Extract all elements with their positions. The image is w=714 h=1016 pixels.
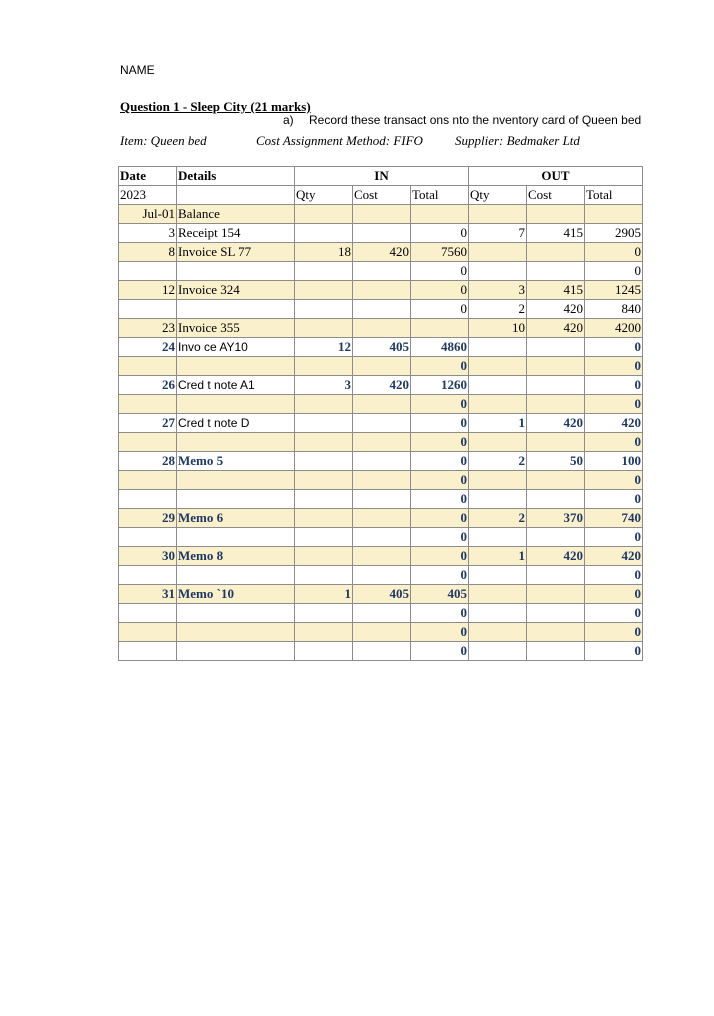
out-cost-cell bbox=[527, 566, 585, 585]
details-cell bbox=[177, 300, 295, 319]
table-row bbox=[119, 642, 643, 661]
out-cost-cell: 415 bbox=[527, 224, 585, 243]
table-row bbox=[119, 376, 643, 395]
date-cell bbox=[119, 604, 177, 623]
in-cost-cell bbox=[353, 566, 411, 585]
in-total-cell: 0 bbox=[411, 547, 469, 566]
in-cost-cell bbox=[353, 319, 411, 338]
in-qty-cell bbox=[295, 490, 353, 509]
out-total-cell: 0 bbox=[585, 471, 643, 490]
in-cost-cell bbox=[353, 490, 411, 509]
out-cost-cell: 420 bbox=[527, 547, 585, 566]
details-cell bbox=[177, 604, 295, 623]
details-cell: Invoice 324 bbox=[177, 281, 295, 300]
out-total-cell: 420 bbox=[585, 547, 643, 566]
out-qty-cell: 2 bbox=[469, 452, 527, 471]
table-row bbox=[119, 414, 643, 433]
in-total-cell: 0 bbox=[411, 357, 469, 376]
out-qty-cell bbox=[469, 585, 527, 604]
out-total-header: Total bbox=[585, 186, 643, 205]
in-total-cell: 0 bbox=[411, 604, 469, 623]
in-qty-cell bbox=[295, 604, 353, 623]
table-row bbox=[119, 471, 643, 490]
in-cost-cell bbox=[353, 262, 411, 281]
out-total-cell: 0 bbox=[585, 623, 643, 642]
out-total-cell: 0 bbox=[585, 243, 643, 262]
out-qty-cell bbox=[469, 395, 527, 414]
in-cost-cell bbox=[353, 281, 411, 300]
table-row bbox=[119, 338, 643, 357]
out-qty-cell: 2 bbox=[469, 300, 527, 319]
table-row bbox=[119, 433, 643, 452]
date-cell: 8 bbox=[119, 243, 177, 262]
out-total-cell: 420 bbox=[585, 414, 643, 433]
in-cost-cell bbox=[353, 205, 411, 224]
date-cell bbox=[119, 623, 177, 642]
details-cell bbox=[177, 623, 295, 642]
in-cost-cell bbox=[353, 300, 411, 319]
out-cost-cell bbox=[527, 338, 585, 357]
table-row bbox=[119, 528, 643, 547]
in-qty-cell bbox=[295, 452, 353, 471]
details-cell: Cred t note A1 bbox=[177, 376, 295, 395]
date-cell: 28 bbox=[119, 452, 177, 471]
in-header: IN bbox=[295, 167, 469, 186]
in-qty-cell bbox=[295, 205, 353, 224]
in-qty-cell bbox=[295, 642, 353, 661]
details-cell bbox=[177, 566, 295, 585]
out-qty-cell bbox=[469, 604, 527, 623]
out-cost-cell bbox=[527, 376, 585, 395]
table-row bbox=[119, 262, 643, 281]
table-row bbox=[119, 243, 643, 262]
date-cell bbox=[119, 642, 177, 661]
in-cost-cell: 405 bbox=[353, 585, 411, 604]
out-qty-cell: 10 bbox=[469, 319, 527, 338]
out-cost-cell bbox=[527, 471, 585, 490]
details-cell: Memo 8 bbox=[177, 547, 295, 566]
out-total-cell: 0 bbox=[585, 376, 643, 395]
out-cost-cell bbox=[527, 395, 585, 414]
in-cost-cell bbox=[353, 433, 411, 452]
out-qty-cell: 1 bbox=[469, 414, 527, 433]
in-total-cell bbox=[411, 319, 469, 338]
in-total-cell: 0 bbox=[411, 262, 469, 281]
question-title: Question 1 - Sleep City (21 marks) bbox=[120, 99, 311, 114]
in-total-header: Total bbox=[411, 186, 469, 205]
in-total-cell: 0 bbox=[411, 471, 469, 490]
in-cost-cell bbox=[353, 547, 411, 566]
out-qty-header: Qty bbox=[469, 186, 527, 205]
in-qty-cell bbox=[295, 623, 353, 642]
out-cost-cell bbox=[527, 528, 585, 547]
in-total-cell: 0 bbox=[411, 642, 469, 661]
table-row bbox=[119, 585, 643, 604]
in-cost-cell bbox=[353, 642, 411, 661]
year-cell: 2023 bbox=[119, 186, 177, 205]
in-qty-cell: 12 bbox=[295, 338, 353, 357]
out-cost-cell: 420 bbox=[527, 414, 585, 433]
details-cell bbox=[177, 490, 295, 509]
instruction-text: Record these transact ons nto the nventory card of Queen bed bbox=[309, 113, 642, 127]
out-cost-cell: 50 bbox=[527, 452, 585, 471]
out-total-cell: 0 bbox=[585, 490, 643, 509]
in-qty-cell bbox=[295, 414, 353, 433]
out-cost-cell bbox=[527, 433, 585, 452]
out-cost-cell bbox=[527, 642, 585, 661]
table-row bbox=[119, 357, 643, 376]
in-qty-cell: 1 bbox=[295, 585, 353, 604]
in-qty-cell bbox=[295, 395, 353, 414]
in-cost-cell bbox=[353, 604, 411, 623]
table-row bbox=[119, 319, 643, 338]
table-row bbox=[119, 205, 643, 224]
out-qty-cell bbox=[469, 338, 527, 357]
in-qty-cell bbox=[295, 509, 353, 528]
in-total-cell: 0 bbox=[411, 300, 469, 319]
in-cost-cell bbox=[353, 528, 411, 547]
out-qty-cell bbox=[469, 357, 527, 376]
in-cost-cell bbox=[353, 395, 411, 414]
details-cell bbox=[177, 357, 295, 376]
in-cost-cell bbox=[353, 623, 411, 642]
date-cell: 24 bbox=[119, 338, 177, 357]
out-total-cell: 0 bbox=[585, 395, 643, 414]
date-cell bbox=[119, 433, 177, 452]
details-cell: Invo ce AY10 bbox=[177, 338, 295, 357]
out-cost-cell bbox=[527, 490, 585, 509]
in-cost-cell bbox=[353, 471, 411, 490]
details-cell: Invoice 355 bbox=[177, 319, 295, 338]
out-cost-cell bbox=[527, 243, 585, 262]
details-cell bbox=[177, 262, 295, 281]
out-total-cell: 0 bbox=[585, 642, 643, 661]
date-cell: 27 bbox=[119, 414, 177, 433]
in-total-cell: 0 bbox=[411, 566, 469, 585]
details-cell bbox=[177, 395, 295, 414]
date-cell: 31 bbox=[119, 585, 177, 604]
in-total-cell: 0 bbox=[411, 414, 469, 433]
in-cost-cell bbox=[353, 224, 411, 243]
in-qty-cell bbox=[295, 281, 353, 300]
in-qty-cell bbox=[295, 471, 353, 490]
in-qty-cell bbox=[295, 319, 353, 338]
date-cell: 23 bbox=[119, 319, 177, 338]
in-cost-cell bbox=[353, 357, 411, 376]
out-cost-header: Cost bbox=[527, 186, 585, 205]
date-cell bbox=[119, 471, 177, 490]
table-row bbox=[119, 623, 643, 642]
out-qty-cell bbox=[469, 623, 527, 642]
out-total-cell: 1245 bbox=[585, 281, 643, 300]
in-cost-header: Cost bbox=[353, 186, 411, 205]
in-qty-cell bbox=[295, 357, 353, 376]
in-total-cell: 7560 bbox=[411, 243, 469, 262]
supplier-label: Supplier: Bedmaker Ltd bbox=[455, 133, 580, 148]
in-cost-cell: 420 bbox=[353, 376, 411, 395]
subheader-row bbox=[119, 186, 643, 205]
out-cost-cell bbox=[527, 604, 585, 623]
out-total-cell: 0 bbox=[585, 528, 643, 547]
out-cost-cell bbox=[527, 585, 585, 604]
out-total-cell bbox=[585, 205, 643, 224]
in-cost-cell bbox=[353, 509, 411, 528]
date-cell: Jul-01 bbox=[119, 205, 177, 224]
in-qty-cell: 18 bbox=[295, 243, 353, 262]
out-qty-cell: 3 bbox=[469, 281, 527, 300]
date-cell bbox=[119, 566, 177, 585]
date-cell: 30 bbox=[119, 547, 177, 566]
out-total-cell: 0 bbox=[585, 357, 643, 376]
instruction-marker: a) bbox=[283, 113, 294, 127]
table-row bbox=[119, 281, 643, 300]
out-total-cell: 2905 bbox=[585, 224, 643, 243]
in-total-cell: 0 bbox=[411, 623, 469, 642]
details-cell bbox=[177, 642, 295, 661]
in-qty-cell bbox=[295, 528, 353, 547]
in-qty-cell bbox=[295, 566, 353, 585]
out-qty-cell: 1 bbox=[469, 547, 527, 566]
table-row bbox=[119, 224, 643, 243]
in-total-cell: 0 bbox=[411, 433, 469, 452]
date-cell bbox=[119, 395, 177, 414]
in-total-cell: 0 bbox=[411, 452, 469, 471]
card-meta bbox=[120, 133, 580, 149]
inventory-card-table bbox=[118, 166, 643, 661]
out-total-cell: 0 bbox=[585, 262, 643, 281]
out-cost-cell: 370 bbox=[527, 509, 585, 528]
out-qty-cell bbox=[469, 243, 527, 262]
out-cost-cell bbox=[527, 205, 585, 224]
in-cost-cell: 420 bbox=[353, 243, 411, 262]
date-cell bbox=[119, 300, 177, 319]
out-total-cell: 0 bbox=[585, 585, 643, 604]
details-cell: Memo `10 bbox=[177, 585, 295, 604]
in-qty-cell bbox=[295, 547, 353, 566]
out-qty-cell bbox=[469, 566, 527, 585]
date-header: Date bbox=[119, 167, 177, 186]
out-qty-cell bbox=[469, 376, 527, 395]
table-row bbox=[119, 547, 643, 566]
item-label: Item: Queen bed bbox=[120, 133, 207, 148]
details-cell: Memo 6 bbox=[177, 509, 295, 528]
date-cell bbox=[119, 357, 177, 376]
details-cell bbox=[177, 528, 295, 547]
in-total-cell: 0 bbox=[411, 395, 469, 414]
in-qty-cell: 3 bbox=[295, 376, 353, 395]
table-row bbox=[119, 604, 643, 623]
table-row bbox=[119, 566, 643, 585]
details-cell: Invoice SL 77 bbox=[177, 243, 295, 262]
out-total-cell: 0 bbox=[585, 566, 643, 585]
out-header: OUT bbox=[469, 167, 643, 186]
out-cost-cell bbox=[527, 357, 585, 376]
in-total-cell: 0 bbox=[411, 281, 469, 300]
out-cost-cell: 415 bbox=[527, 281, 585, 300]
table-row bbox=[119, 490, 643, 509]
out-qty-cell: 7 bbox=[469, 224, 527, 243]
out-qty-cell bbox=[469, 205, 527, 224]
out-total-cell: 840 bbox=[585, 300, 643, 319]
in-total-cell: 405 bbox=[411, 585, 469, 604]
date-cell: 3 bbox=[119, 224, 177, 243]
out-cost-cell: 420 bbox=[527, 319, 585, 338]
in-total-cell: 1260 bbox=[411, 376, 469, 395]
table-row bbox=[119, 452, 643, 471]
in-total-cell: 0 bbox=[411, 224, 469, 243]
date-cell: 12 bbox=[119, 281, 177, 300]
in-total-cell: 4860 bbox=[411, 338, 469, 357]
in-cost-cell: 405 bbox=[353, 338, 411, 357]
in-total-cell bbox=[411, 205, 469, 224]
out-total-cell: 0 bbox=[585, 604, 643, 623]
out-total-cell: 740 bbox=[585, 509, 643, 528]
out-qty-cell bbox=[469, 471, 527, 490]
out-qty-cell bbox=[469, 262, 527, 281]
header-row bbox=[119, 167, 643, 186]
method-label: Cost Assignment Method: FIFO bbox=[256, 133, 423, 148]
name-label: NAME bbox=[120, 63, 155, 77]
out-qty-cell bbox=[469, 528, 527, 547]
in-qty-cell bbox=[295, 300, 353, 319]
out-total-cell: 100 bbox=[585, 452, 643, 471]
details-cell bbox=[177, 471, 295, 490]
in-cost-cell bbox=[353, 452, 411, 471]
table-row bbox=[119, 509, 643, 528]
out-cost-cell bbox=[527, 262, 585, 281]
in-qty-cell bbox=[295, 224, 353, 243]
out-qty-cell bbox=[469, 642, 527, 661]
in-total-cell: 0 bbox=[411, 509, 469, 528]
out-qty-cell bbox=[469, 433, 527, 452]
details-header: Details bbox=[177, 167, 295, 186]
out-qty-cell: 2 bbox=[469, 509, 527, 528]
date-cell: 29 bbox=[119, 509, 177, 528]
in-cost-cell bbox=[353, 414, 411, 433]
in-qty-header: Qty bbox=[295, 186, 353, 205]
out-cost-cell bbox=[527, 623, 585, 642]
out-total-cell: 4200 bbox=[585, 319, 643, 338]
in-total-cell: 0 bbox=[411, 490, 469, 509]
details-cell: Cred t note D bbox=[177, 414, 295, 433]
date-cell bbox=[119, 490, 177, 509]
instruction bbox=[283, 113, 641, 127]
out-total-cell: 0 bbox=[585, 338, 643, 357]
date-cell bbox=[119, 528, 177, 547]
out-qty-cell bbox=[469, 490, 527, 509]
table-row bbox=[119, 395, 643, 414]
date-cell: 26 bbox=[119, 376, 177, 395]
table-row bbox=[119, 300, 643, 319]
details-cell: Memo 5 bbox=[177, 452, 295, 471]
in-total-cell: 0 bbox=[411, 528, 469, 547]
details-cell bbox=[177, 433, 295, 452]
in-qty-cell bbox=[295, 433, 353, 452]
date-cell bbox=[119, 262, 177, 281]
details-cell: Balance bbox=[177, 205, 295, 224]
details-cell: Receipt 154 bbox=[177, 224, 295, 243]
out-total-cell: 0 bbox=[585, 433, 643, 452]
in-qty-cell bbox=[295, 262, 353, 281]
out-cost-cell: 420 bbox=[527, 300, 585, 319]
blank-subheader bbox=[177, 186, 295, 205]
